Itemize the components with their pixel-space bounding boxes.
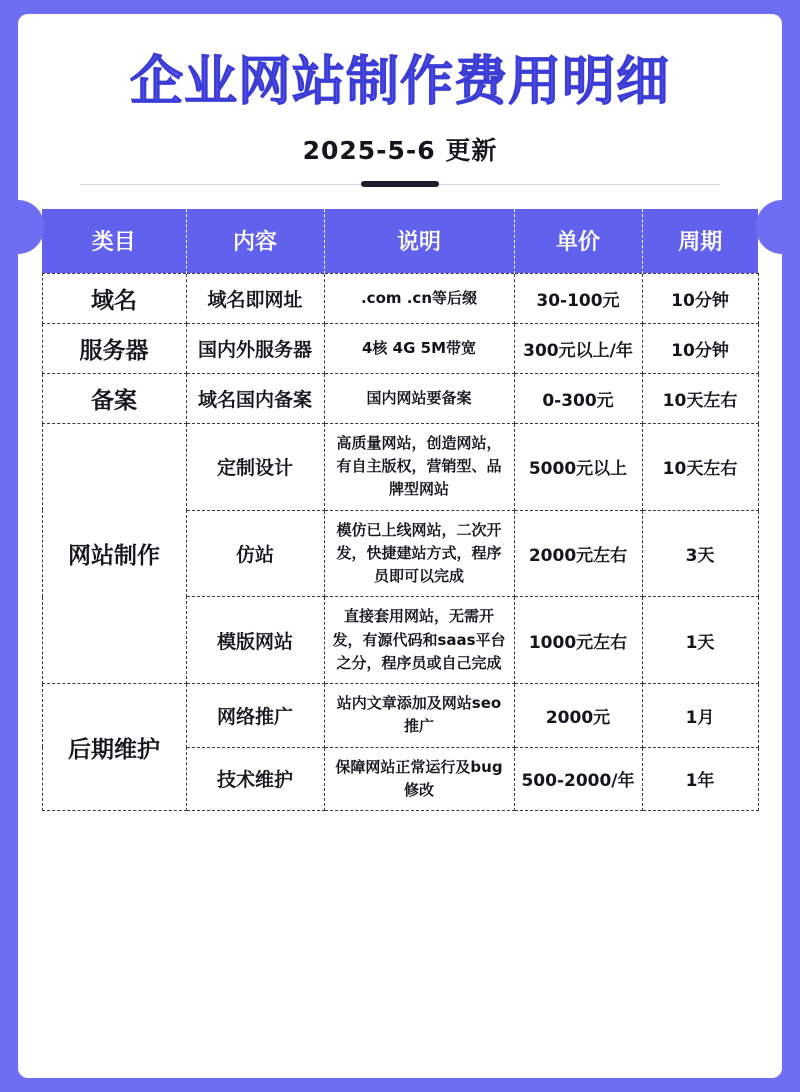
cell-cycle: 10天左右 [642, 423, 758, 510]
column-header-price: 单价 [514, 209, 642, 274]
cell-item: 域名国内备案 [186, 373, 324, 423]
cell-price: 300元以上/年 [514, 323, 642, 373]
cell-description: .com .cn等后缀 [324, 273, 514, 323]
cell-item: 仿站 [186, 510, 324, 597]
cell-description: 保障网站正常运行及bug修改 [324, 747, 514, 811]
decorative-notch-right [756, 200, 782, 254]
cell-price: 30-100元 [514, 273, 642, 323]
cell-price: 2000元 [514, 684, 642, 748]
column-header-cycle: 周期 [642, 209, 758, 274]
cell-item: 国内外服务器 [186, 323, 324, 373]
cell-description: 国内网站要备案 [324, 373, 514, 423]
cell-cycle: 1月 [642, 684, 758, 748]
cell-description: 高质量网站，创造网站，有自主版权，营销型、品牌型网站 [324, 423, 514, 510]
cell-category: 备案 [42, 373, 186, 423]
cell-price: 0-300元 [514, 373, 642, 423]
cell-item: 域名即网址 [186, 273, 324, 323]
cell-description: 直接套用网站，无需开发，有源代码和saas平台之分，程序员或自己完成 [324, 597, 514, 684]
cell-category: 后期维护 [42, 684, 186, 811]
cell-description: 站内文章添加及网站seo推广 [324, 684, 514, 748]
column-header-description: 说明 [324, 209, 514, 274]
cell-description: 4核 4G 5M带宽 [324, 323, 514, 373]
cell-description: 模仿已上线网站，二次开发，快捷建站方式，程序员即可以完成 [324, 510, 514, 597]
cell-price: 500-2000/年 [514, 747, 642, 811]
cell-category: 域名 [42, 273, 186, 323]
table-row [42, 684, 758, 748]
cell-category: 服务器 [42, 323, 186, 373]
table-row [42, 323, 758, 373]
table-header-row [42, 209, 758, 274]
column-header-category: 类目 [42, 209, 186, 274]
update-date: 2025-5-6 更新 [302, 135, 498, 165]
poster-card [18, 14, 782, 1078]
divider [80, 181, 720, 187]
cell-cycle: 1年 [642, 747, 758, 811]
decorative-notch-left [18, 200, 44, 254]
cell-item: 网络推广 [186, 684, 324, 748]
cell-cycle: 10天左右 [642, 373, 758, 423]
cell-cycle: 10分钟 [642, 273, 758, 323]
table-row [42, 373, 758, 423]
cell-item: 技术维护 [186, 747, 324, 811]
page-title: 企业网站制作费用明细 [130, 51, 670, 112]
price-table [42, 209, 759, 811]
table-row [42, 273, 758, 323]
cell-cycle: 3天 [642, 510, 758, 597]
column-header-content: 内容 [186, 209, 324, 274]
divider-accent [361, 181, 439, 187]
cell-price: 1000元左右 [514, 597, 642, 684]
cell-cycle: 1天 [642, 597, 758, 684]
cell-price: 2000元左右 [514, 510, 642, 597]
cell-item: 模版网站 [186, 597, 324, 684]
cell-category: 网站制作 [42, 423, 186, 683]
table-row [42, 423, 758, 510]
cell-cycle: 10分钟 [642, 323, 758, 373]
cell-price: 5000元以上 [514, 423, 642, 510]
cell-item: 定制设计 [186, 423, 324, 510]
